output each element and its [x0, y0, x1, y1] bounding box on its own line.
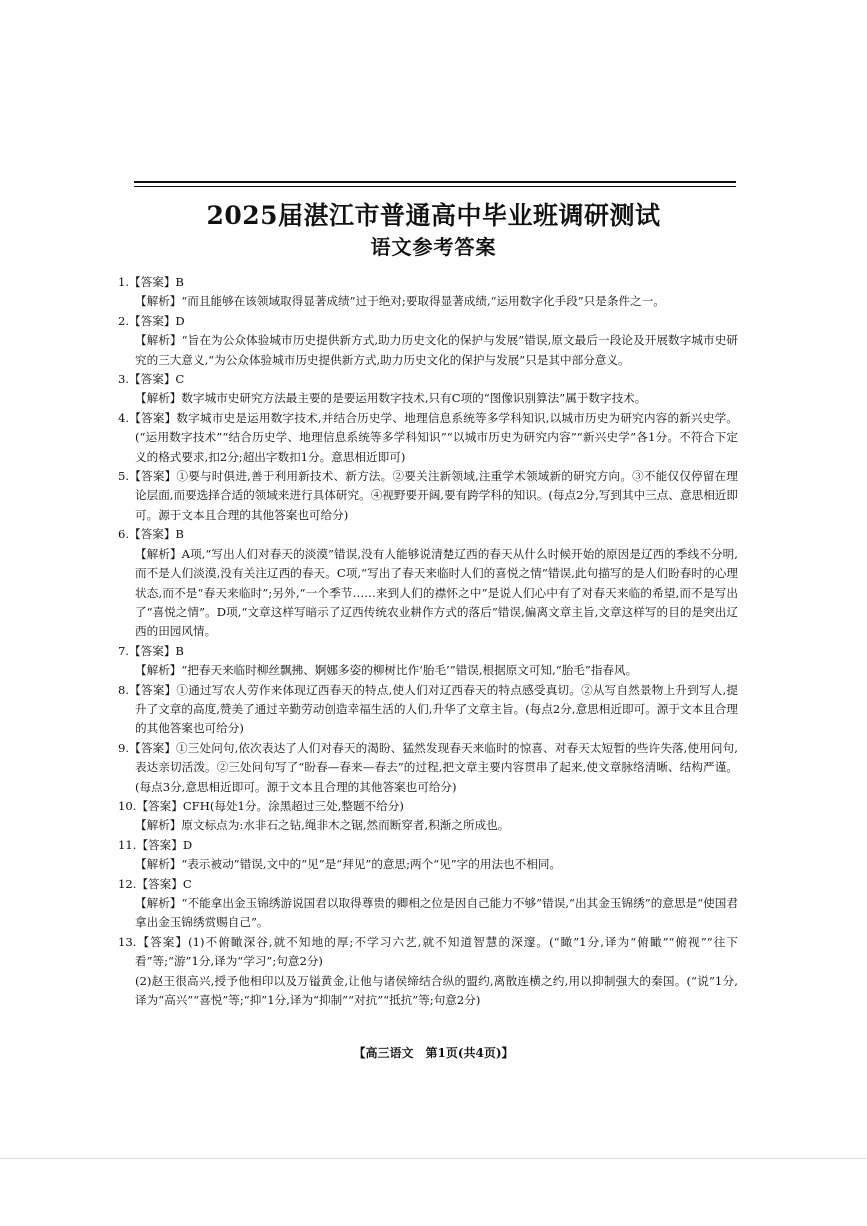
explanation-text: (2)赵王很高兴,授予他相印以及万镒黄金,让他与诸侯缔结合纵的盟约,离散连横之约,用以抑制强大的秦国。(“说”1分,译为“高兴”“喜悦”等;“抑”1分,译为“抑制”“对抗”“抵抗”等;句意2分)	[135, 973, 738, 1008]
answer-line: 12.【答案】C	[118, 876, 192, 891]
explanation-text: 【解析】数字城市史研究方法最主要的是要运用数字技术,只有C项的“图像识别算法”属于数字技术。	[135, 391, 647, 406]
answer-paragraph: 9.【答案】①三处问句,依次表达了人们对春天的渴盼、猛然发现春天来临时的惊喜、对春天太短暂的些许失落,使用问句,表达亲切活泼。②三处问句写了“盼春—春来—春去”的过程,把文章主要内容贯串了起来,使文章脉络清晰、结构严谨。(每点3分,意思相近即可。源于文本且合理的其他答案也可给分)	[118, 740, 738, 794]
answer-list	[118, 273, 738, 1010]
page-footer: 【高三语文 第1页(共4页)】	[353, 1046, 514, 1060]
explanation-text: 【解析】“旨在为公众体验城市历史提供新方式,助力历史文化的保护与发展”错误,原文最后一段论及开展数字城市史研究的三大意义,“为公众体验城市历史提供新方式,助力历史文化的保护与发展”只是其中部分意义。	[135, 333, 738, 367]
answer-item-1	[118, 273, 738, 312]
answer-paragraph: 8.【答案】①通过写农人劳作来体现辽西春天的特点,使人们对辽西春天的特点感受真切。②从写自然景物上升到写人,提升了文章的高度,赞美了通过辛勤劳动创造幸福生活的人们,升华了文章主旨。(每点2分,意思相近即可。源于文本且合理的其他答案也可给分)	[118, 682, 738, 736]
answer-line: 3.【答案】C	[118, 372, 185, 387]
page-subtitle: 语文参考答案	[370, 235, 497, 259]
header-rule-thin	[134, 186, 736, 187]
answer-item-9	[118, 739, 738, 797]
answer-paragraph: 4.【答案】数字城市史是运用数字技术,并结合历史学、地理信息系统等多学科知识,以城市历史为研究内容的新兴史学。(“运用数字技术”“结合历史学、地理信息系统等多学科知识”“以城市历史为研究内容”“新兴史学”各1分。不符合下定义的格式要求,扣2分;超出字数扣1分。意思相近即可)	[118, 410, 738, 464]
answer-line: 6.【答案】B	[118, 527, 184, 542]
answer-line: 11.【答案】D	[118, 837, 193, 852]
answer-item-7	[118, 642, 738, 681]
header-rule	[134, 181, 736, 183]
answer-item-8	[118, 681, 738, 739]
explanation-text: 【解析】“把春天来临时柳丝飘拂、婀娜多姿的柳树比作‘胎毛’”错误,根据原文可知,“胎毛”指春风。	[135, 663, 638, 678]
answer-item-6	[118, 525, 738, 641]
explanation-text: 【解析】“不能拿出金玉锦绣游说国君以取得尊贵的卿相之位是因自己能力不够”错误,“出其金玉锦绣”的意思是“使国君拿出金玉锦绣赏赐自己”。	[135, 896, 738, 930]
answer-item-4	[118, 409, 738, 467]
page-bottom-rule	[0, 1158, 867, 1159]
answer-item-2	[118, 312, 738, 370]
answer-item-10	[118, 797, 738, 836]
answer-paragraph: 13.【答案】(1)不俯瞰深谷,就不知地的厚;不学习六艺,就不知道智慧的深邃。(“瞰”1分,译为“俯瞰”“俯视”“往下看”等;“游”1分,译为“学习”;句意2分)	[118, 934, 738, 969]
answer-item-13	[118, 933, 738, 1011]
answer-item-3	[118, 370, 738, 409]
answer-item-5	[118, 467, 738, 525]
explanation-text: 【解析】A项,“写出人们对春天的淡漠”错误,没有人能够说清楚辽西的春天从什么时候开始的原因是辽西的季线不分明,而不是人们淡漠,没有关注辽西的春天。C项,“写出了春天来临时人们的喜悦之情”错误,此句描写的是人们盼春时的心理状态,而不是“春天来临时”;另外,“一个季节……来到人们的襟怀之中”是说人们心中有了对春天来临的希望,而不是写出了“喜悦之情”。D项,“文章这样写暗示了辽西传统农业耕作方式的落后”错误,偏离文章主旨,文章这样写的目的是突出辽西的田园风情。	[135, 546, 738, 639]
answer-item-12	[118, 875, 738, 933]
explanation-text: 【解析】原文标点为:水非石之钻,绳非木之锯,然而断穿者,积渐之所成也。	[135, 818, 510, 833]
answer-item-11	[118, 836, 738, 875]
answer-line: 2.【答案】D	[118, 313, 185, 328]
explanation-text: 【解析】“而且能够在该领域取得显著成绩”过于绝对;要取得显著成绩,“运用数字化手段”只是条件之一。	[135, 294, 665, 309]
answer-line: 7.【答案】B	[118, 643, 184, 658]
page-title: 2025届湛江市普通高中毕业班调研测试	[206, 201, 661, 230]
answer-paragraph: 5.【答案】①要与时俱进,善于利用新技术、新方法。②要关注新领域,注重学术领域新的研究方向。③不能仅仅停留在理论层面,而要选择合适的领域来进行具体研究。④视野要开阔,要有跨学科的知识。(每点2分,写到其中三点、意思相近即可。源于文本且合理的其他答案也可给分)	[118, 469, 738, 522]
explanation-text: 【解析】“表示被动”错误,文中的“见”是“拜见”的意思;两个“见”字的用法也不相同。	[135, 857, 562, 872]
answer-line: 1.【答案】B	[118, 275, 184, 289]
answer-line: 10.【答案】CFH(每处1分。涂黑超过三处,整题不给分)	[118, 798, 404, 813]
